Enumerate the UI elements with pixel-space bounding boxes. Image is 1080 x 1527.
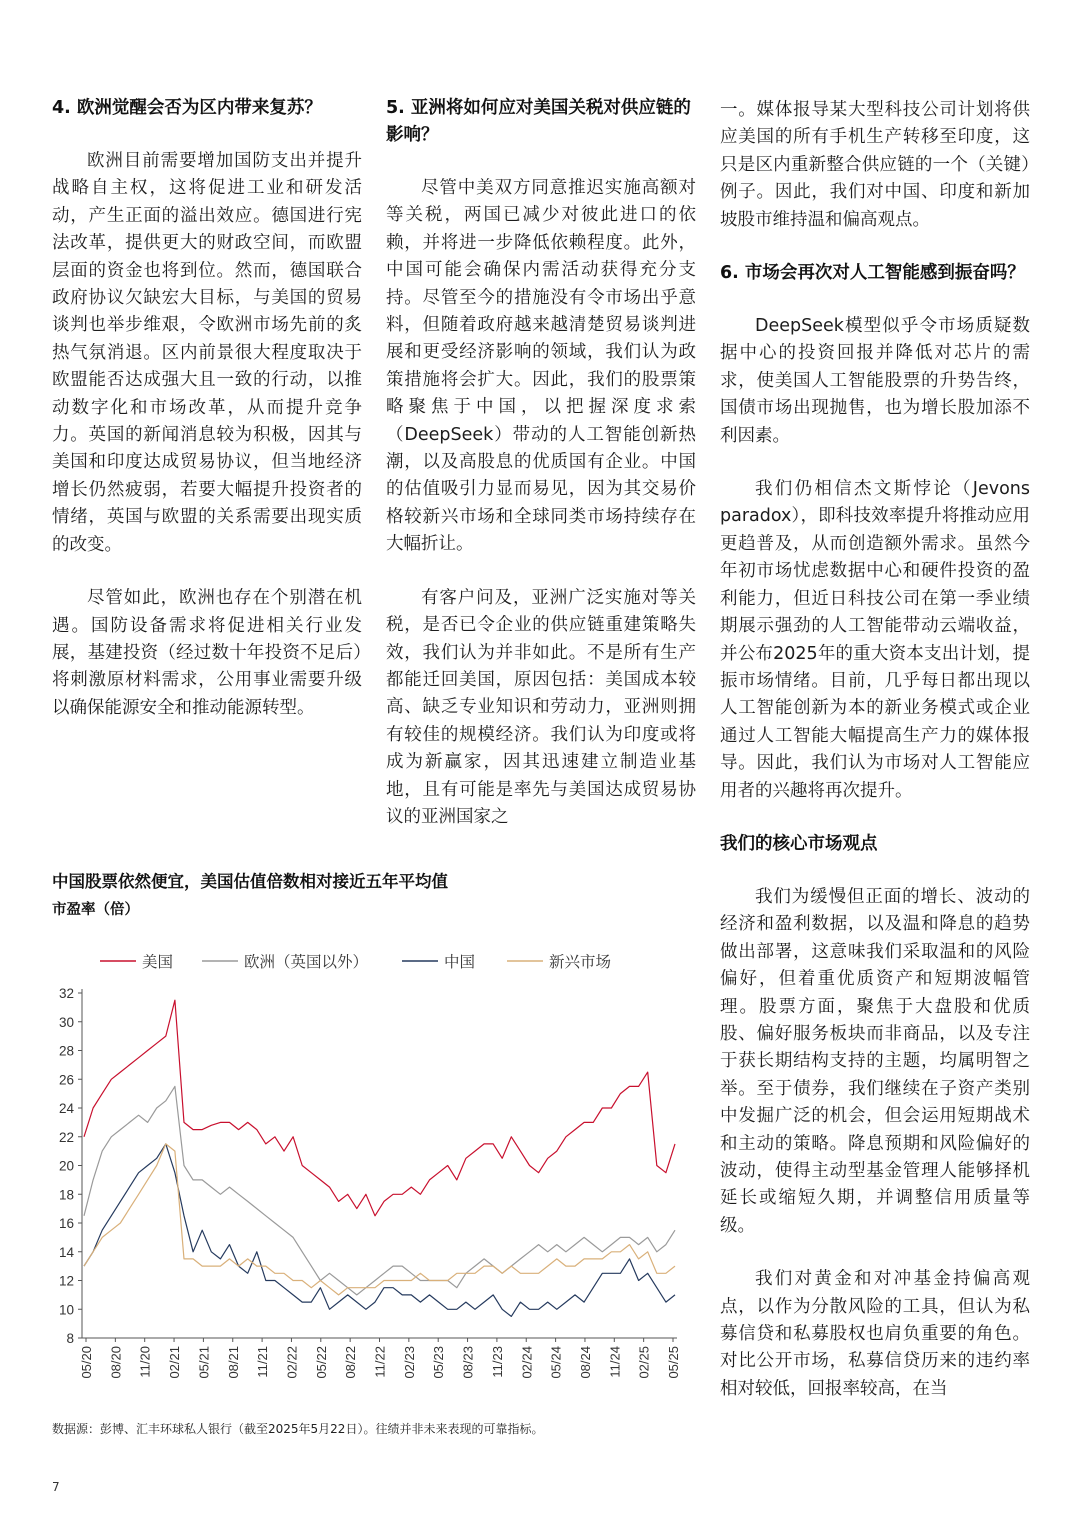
column-middle [386,95,696,857]
y-tick-label: 14 [58,1244,74,1260]
y-tick-label: 26 [58,1072,74,1088]
x-tick-label: 05/20 [79,1346,94,1379]
y-tick-label: 24 [58,1101,74,1116]
paragraph: 我们仍相信杰文斯悖论（Jevons paradox），即科技效率提升将推动应用更趋普及，从而创造额外需求。虽然今年初市场忧虑数据中心和硬件投资的盈利能力，但近日科技公司在第一季业绩期展示强劲的人工智能带动云端收益，并公布2025年的重大资本支出计划，提振市场情绪。目前，几乎每日都出现以人工智能创新为本的新业务模式或企业通过人工智能大幅提高生产力的媒体报导。因此，我们认为市场对人工智能应用者的兴趣将再次提升。 [720,479,1030,801]
legend-label: 美国 [142,953,174,971]
paragraph: 尽管如此，欧洲也存在个别潜在机遇。国防设备需求将促进相关行业发展，基建投资（经过数十年投资不足后）将刺激原材料需求，公用事业需要升级以确保能源安全和推动能源转型。 [52,588,362,718]
x-tick-label: 11/24 [607,1346,623,1378]
section-heading-6: 6. 市场会再次对人工智能感到振奋吗？ [720,263,1025,284]
paragraph: 一。媒体报导某大型科技公司计划将供应美国的所有手机生产转移至印度，这只是区内重新整合供应链的一个（关键）例子。因此，我们对中国、印度和新加坡股市维持温和偏高观点。 [720,100,1030,230]
y-tick-label: 8 [66,1331,74,1346]
y-tick-label: 10 [58,1302,74,1318]
legend-label: 中国 [444,953,476,971]
pe-ratio-line-chart [52,940,692,1460]
x-tick-label: 11/21 [255,1346,271,1378]
section-heading-5: 5. 亚洲将如何应对美国关税对供应链的影响？ [386,98,691,145]
x-tick-label: 08/22 [343,1346,359,1379]
x-tick-label: 02/24 [519,1346,535,1379]
x-tick-label: 11/23 [489,1346,505,1378]
x-tick-label: 05/21 [196,1346,212,1379]
column-left [52,95,362,748]
paragraph: 我们对黄金和对冲基金持偏高观点，以作为分散风险的工具，但认为私募信贷和私募股权也肩负重要的角色。对比公开市场，私募信贷历来的违约率相对较低，回报率较高，在当 [720,1269,1030,1399]
column-right [720,97,1030,1429]
x-tick-label: 08/21 [225,1346,241,1379]
paragraph: 我们为缓慢但正面的增长、波动的经济和盈利数据，以及温和降息的趋势做出部署，这意味我们采取温和的风险偏好，但着重优质资产和短期波幅管理。股票方面，聚焦于大盘股和优质股、偏好服务板块而非商品，以及专注于获长期结构支持的主题，均属明智之举。至于债券，我们继续在子资产类别中发掘广泛的机会，但会运用短期战术和主动的策略。降息预期和风险偏好的波动，使得主动型基金管理人能够择机延长或缩短久期，并调整信用质量等级。 [720,886,1030,1236]
x-tick-label: 05/25 [666,1346,681,1379]
x-tick-label: 05/23 [431,1346,447,1379]
paragraph: 有客户问及，亚洲广泛实施对等关税，是否已令企业的供应链重建策略失效，我们认为并非如此。不是所有生产都能迁回美国，原因包括：美国成本较高、缺乏专业知识和劳动力，亚洲则拥有较佳的规模经济。我们认为印度或将成为新赢家，因其迅速建立制造业基地，且有可能是率先与美国达成贸易协议的亚洲国家之 [386,587,696,827]
x-tick-label: 08/23 [460,1346,476,1379]
chart-block [52,870,692,1379]
y-tick-label: 28 [58,1043,74,1059]
paragraph: 尽管中美双方同意推迟实施高额对等关税，两国已减少对彼此进口的依赖，并将进一步降低依赖程度。此外，中国可能会确保内需活动获得充分支持。尽管至今的措施没有令市场出乎意料，但随着政府越来越清楚贸易谈判进展和更受经济影响的领域，我们认为政策措施将会扩大。因此，我们的股票策略聚焦于中国，以把握深度求索（DeepSeek）带动的人工智能创新热潮，以及高股息的优质国有企业。中国的估值吸引力显而易见，因为其交易价格较新兴市场和全球同类市场持续存在大幅折让。 [386,178,696,555]
y-tick-label: 30 [58,1014,74,1030]
x-tick-label: 11/20 [137,1346,153,1378]
y-tick-label: 22 [58,1129,74,1145]
page-number: 7 [52,1480,60,1494]
y-tick-label: 20 [58,1158,74,1174]
section-heading-4: 4. 欧洲觉醒会否为区内带来复苏？ [52,98,322,118]
series-line-1 [84,1086,675,1295]
y-tick-label: 32 [58,986,74,1001]
x-tick-label: 05/24 [548,1346,564,1379]
x-tick-label: 08/24 [577,1346,593,1379]
x-tick-label: 02/21 [167,1346,183,1379]
paragraph: DeepSeek模型似乎令市场质疑数据中心的投资回报并降低对芯片的需求，使美国人工智能股票的升势告终，国债市场出现抛售，也为增长股加添不利因素。 [720,316,1030,446]
chart-unit-label: 市盈率（倍） [52,902,139,918]
series-line-0 [84,1000,675,1216]
legend-label: 新兴市场 [549,953,612,971]
chart-title: 中国股票依然便宜，美国估值倍数相对接近五年平均值 [52,872,448,891]
x-tick-label: 05/22 [313,1346,329,1379]
series-line-2 [84,1144,675,1317]
legend-label: 欧洲（英国以外） [244,953,369,971]
y-tick-label: 18 [58,1187,74,1203]
x-tick-label: 11/22 [372,1346,388,1378]
y-tick-label: 16 [58,1216,74,1231]
x-tick-label: 02/25 [636,1346,652,1379]
x-tick-label: 08/20 [108,1346,124,1379]
y-tick-label: 12 [58,1273,74,1289]
section-heading-core-views: 我们的核心市场观点 [720,833,878,854]
x-tick-label: 02/22 [284,1346,300,1379]
chart-source-note: 数据源：彭博、汇丰环球私人银行（截至2025年5月22日）。往绩并非未来表现的可靠指标。 [52,1422,544,1436]
x-tick-label: 02/23 [401,1346,417,1379]
paragraph: 欧洲目前需要增加国防支出并提升战略自主权，这将促进工业和研发活动，产生正面的溢出效应。德国进行宪法改革，提供更大的财政空间，而欧盟层面的资金也将到位。然而，德国联合政府协议欠缺宏大目标，与美国的贸易谈判也举步维艰，令欧洲市场先前的炙热气氛消退。区内前景很大程度取决于欧盟能否达成强大且一致的行动，以推动数字化和市场改革，从而提升竞争力。英国的新闻消息较为积极，因其与美国和印度达成贸易协议，但当地经济增长仍然疲弱，若要大幅提升投资者的情绪，英国与欧盟的关系需要出现实质的改变。 [52,151,362,555]
